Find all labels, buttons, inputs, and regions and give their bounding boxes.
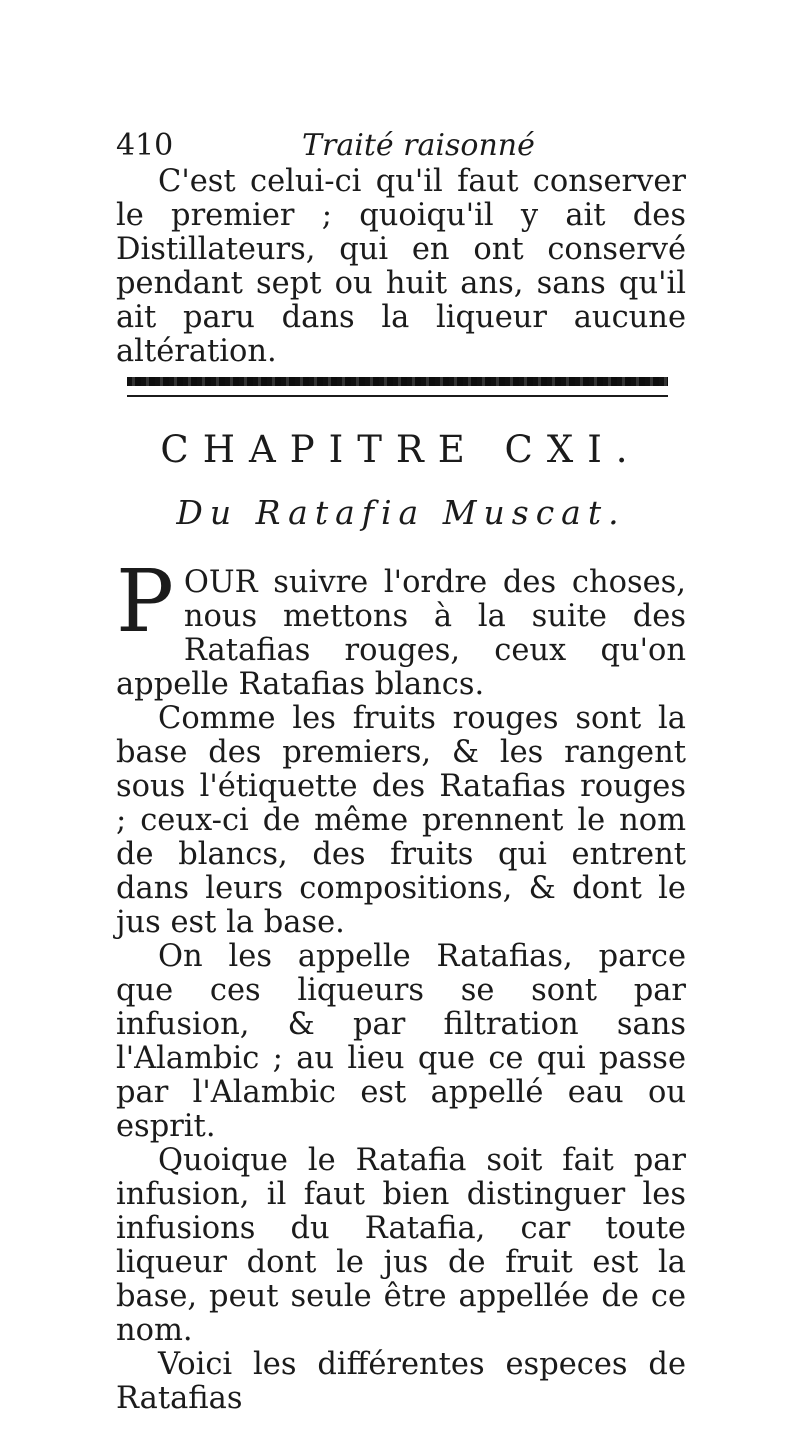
chapter-heading: CHAPITRE CXI. — [160, 428, 642, 471]
drop-cap-initial: P — [116, 552, 174, 652]
paragraph: On les appelle Ratafias, parce que ces liqueurs se sont par infusion, & par filtration sans l'Alambic ; au lieu que ce qui passe par l'Alambic est appellé eau ou esprit. — [116, 939, 686, 1144]
chapter-text-block — [116, 552, 686, 1416]
page-number: 410 — [116, 128, 174, 163]
running-title: Traité raisonné — [302, 128, 535, 163]
ornamental-rule — [127, 377, 668, 386]
running-head — [116, 128, 686, 168]
paragraph: Voici les différentes especes de Ratafias — [116, 1347, 686, 1416]
divider-line — [127, 395, 668, 397]
paragraph: Quoique le Ratafia soit fait par infusion, il faut bien distinguer les infusions du Ratafia, car toute liqueur dont le jus de fruit est la base, peut seule être appellée de ce nom. — [116, 1143, 686, 1348]
top-text-block — [116, 165, 686, 369]
paragraph: Comme les fruits rouges sont la base des premiers, & les rangent sous l'étiquette des Ratafias rouges ; ceux-ci de même prennent le nom de blancs, des fruits qui entrent dans leurs compositions, & dont le jus est la base. — [116, 701, 686, 940]
chapter-subtitle: Du Ratafia Muscat. — [176, 493, 626, 532]
opening-paragraph — [116, 552, 686, 702]
opening-paragraph-text: OUR suivre l'ordre des choses, nous mettons à la suite des Ratafias rouges, ceux qu'on appelle Ratafias blancs. — [116, 565, 686, 702]
paragraph: C'est celui-ci qu'il faut conserver le premier ; quoiqu'il y ait des Distillateurs, qui en ont conservé pendant sept ou huit ans, sans qu'il ait paru dans la liqueur aucune altération. — [116, 164, 686, 369]
